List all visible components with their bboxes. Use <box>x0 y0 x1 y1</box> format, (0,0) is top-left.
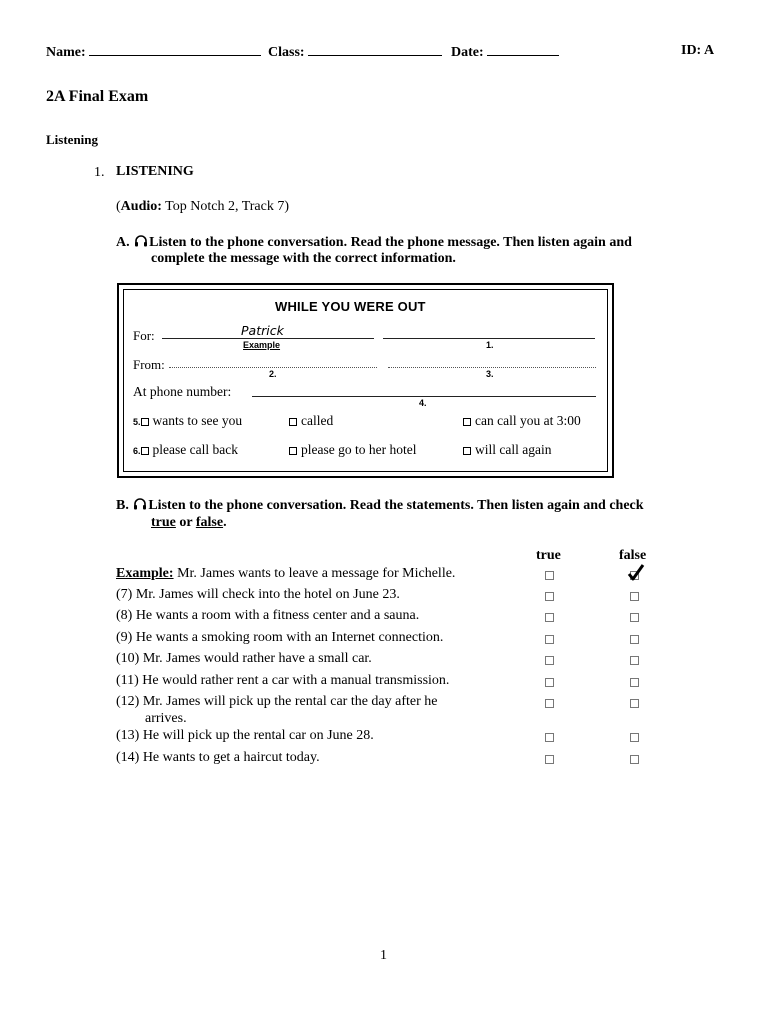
phone-number-label: At phone number: <box>133 384 232 399</box>
statement-12-false-checkbox[interactable] <box>630 699 639 708</box>
question-number: 1. <box>94 165 105 180</box>
date-field <box>451 43 559 61</box>
example-true-checkbox[interactable] <box>545 571 554 580</box>
row-5-number: 5. <box>133 417 141 427</box>
statement-14-true-checkbox[interactable] <box>545 755 554 764</box>
false-column-header: false <box>619 548 647 563</box>
statement-10-true-checkbox[interactable] <box>545 656 554 665</box>
blank-2-number: 2. <box>269 369 277 379</box>
part-a-instruction-cont: complete the message with the correct information. <box>151 251 456 266</box>
statement-10: (10) Mr. James would rather have a small car. <box>116 651 372 666</box>
checkbox-icon <box>289 447 297 455</box>
statement-7-false-checkbox[interactable] <box>630 592 639 601</box>
statement-11: (11) He would rather rent a car with a manual transmission. <box>116 673 450 688</box>
audio-line: (Audio: Top Notch 2, Track 7) <box>116 199 289 214</box>
from-label: From: <box>133 357 165 372</box>
statement-13-false-checkbox[interactable] <box>630 733 639 742</box>
part-b-line1 <box>116 497 644 514</box>
option-go-to-hotel[interactable]: please go to her hotel <box>289 442 416 458</box>
blank-4-line[interactable] <box>252 396 596 397</box>
name-field <box>46 43 261 61</box>
statement-11-true-checkbox[interactable] <box>545 678 554 687</box>
checkbox-icon <box>141 447 149 455</box>
statement-12-continued: arrives. <box>145 711 187 726</box>
class-blank[interactable] <box>308 43 442 56</box>
page-title: 2A Final Exam <box>46 88 149 105</box>
headphones-icon <box>134 234 148 247</box>
blank-1-line[interactable] <box>383 338 595 339</box>
statement-7-true-checkbox[interactable] <box>545 592 554 601</box>
checkbox-icon <box>463 418 471 426</box>
statement-9-true-checkbox[interactable] <box>545 635 554 644</box>
statement-9-false-checkbox[interactable] <box>630 635 639 644</box>
option-please-call-back[interactable]: 6. please call back <box>133 442 238 457</box>
checkbox-icon <box>463 447 471 455</box>
statement-14: (14) He wants to get a haircut today. <box>116 750 320 765</box>
part-a-line1 <box>116 234 632 251</box>
audio-source: Top Notch 2, Track 7) <box>161 199 289 214</box>
exam-id: ID: A <box>681 43 715 58</box>
class-field <box>268 43 442 61</box>
headphones-icon <box>133 497 147 510</box>
row-6-number: 6. <box>133 446 141 456</box>
phone-message-form <box>117 283 614 478</box>
statement-11-false-checkbox[interactable] <box>630 678 639 687</box>
question-heading: LISTENING <box>116 164 194 179</box>
option-wants-to-see-you[interactable]: 5. wants to see you <box>133 413 243 428</box>
statement-13-true-checkbox[interactable] <box>545 733 554 742</box>
class-label: Class: <box>268 45 305 60</box>
section-label: Listening <box>46 132 99 147</box>
checkmark-icon <box>627 564 645 582</box>
statement-12-true-checkbox[interactable] <box>545 699 554 708</box>
name-label: Name: <box>46 45 86 60</box>
statement-9: (9) He wants a smoking room with an Internet connection. <box>116 630 444 645</box>
audio-label: Audio: <box>120 199 162 214</box>
blank-2-line[interactable] <box>169 367 377 368</box>
example-label: Example <box>243 340 281 350</box>
part-b-instruction: Listen to the phone conversation. Read the statements. Then listen again and check <box>148 498 644 513</box>
page-number: 1 <box>380 948 387 963</box>
for-handwritten-value: Patrick <box>241 323 284 338</box>
blank-4-number: 4. <box>419 398 427 408</box>
statement-12: (12) Mr. James will pick up the rental car the day after he <box>116 694 438 709</box>
option-called[interactable]: called <box>289 413 333 429</box>
form-title: WHILE YOU WERE OUT <box>275 299 426 314</box>
blank-3-number: 3. <box>486 369 494 379</box>
for-line[interactable] <box>162 338 374 339</box>
date-blank[interactable] <box>487 43 559 56</box>
statement-7: (7) Mr. James will check into the hotel on June 23. <box>116 587 400 602</box>
part-b-letter: B. <box>116 498 129 513</box>
statement-8-false-checkbox[interactable] <box>630 613 639 622</box>
name-blank[interactable] <box>89 43 261 56</box>
checkbox-icon <box>289 418 297 426</box>
statement-14-false-checkbox[interactable] <box>630 755 639 764</box>
statement-8-true-checkbox[interactable] <box>545 613 554 622</box>
blank-1-number: 1. <box>486 340 494 350</box>
option-will-call-again[interactable]: will call again <box>463 442 551 458</box>
part-a-instruction: Listen to the phone conversation. Read the phone message. Then listen again and <box>149 235 632 250</box>
checkbox-icon <box>141 418 149 426</box>
date-label: Date: <box>451 45 484 60</box>
statement-13: (13) He will pick up the rental car on June 28. <box>116 728 374 743</box>
option-can-call-at-3[interactable]: can call you at 3:00 <box>463 413 581 429</box>
true-column-header: true <box>536 548 561 563</box>
statement-8: (8) He wants a room with a fitness center and a sauna. <box>116 608 420 623</box>
blank-3-line[interactable] <box>388 367 596 368</box>
part-b-line2: true or false. <box>151 515 227 530</box>
example-statement: Example: Mr. James wants to leave a message for Michelle. <box>116 566 456 581</box>
statement-10-false-checkbox[interactable] <box>630 656 639 665</box>
for-label: For: <box>133 328 155 343</box>
part-a-letter: A. <box>116 235 130 250</box>
